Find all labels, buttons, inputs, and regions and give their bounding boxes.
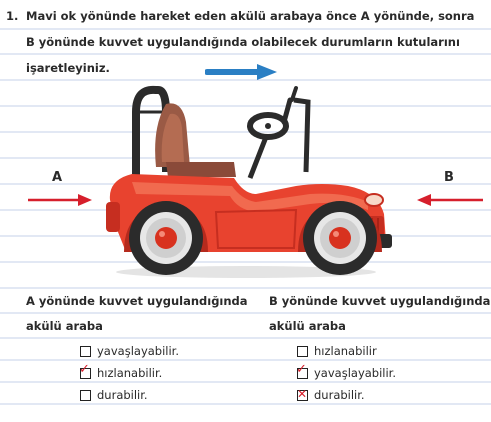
checkbox[interactable] [297, 346, 308, 357]
section-a-heading-line-1: A yönünde kuvvet uygulandığında [26, 294, 248, 308]
checkbox[interactable] [80, 390, 91, 401]
cross-mark: ✕ [297, 386, 308, 401]
option-label: hızlanabilir [314, 344, 377, 358]
question-number: 1. [6, 9, 19, 23]
question-text-line-3: işaretleyiniz. [26, 61, 110, 75]
checkbox[interactable] [297, 386, 308, 401]
force-arrow-a [26, 193, 94, 207]
option-a-slow-down[interactable] [80, 344, 179, 358]
label-a: A [52, 170, 63, 185]
motion-direction-arrow [205, 63, 279, 81]
section-b-heading-line-1: B yönünde kuvvet uygulandığında [269, 294, 491, 308]
section-a-heading-line-2: akülü araba [26, 319, 103, 333]
option-a-speed-up[interactable] [79, 361, 163, 380]
checkbox[interactable] [79, 361, 91, 379]
option-label: hızlanabilir. [97, 366, 163, 380]
label-b: B [444, 170, 454, 185]
checkbox[interactable] [296, 361, 308, 379]
option-b-slow-down[interactable] [296, 361, 397, 380]
option-b-speed-up[interactable] [297, 344, 377, 358]
section-b-heading-line-2: akülü araba [269, 319, 346, 333]
electric-toy-car-illustration [96, 82, 396, 282]
check-mark: ✓ [79, 361, 90, 377]
option-b-stop[interactable] [297, 388, 365, 402]
question-text-line-2: B yönünde kuvvet uygulandığında olabilecek durumların kutularını [26, 35, 460, 49]
option-a-stop[interactable] [80, 388, 148, 402]
check-mark: ✓ [296, 361, 307, 377]
option-label: yavaşlayabilir. [97, 344, 180, 358]
option-label: durabilir. [314, 388, 365, 402]
option-label: yavaşlayabilir. [314, 366, 397, 380]
option-label: durabilir. [97, 388, 148, 402]
question-text-line-1: Mavi ok yönünde hareket eden akülü arabaya önce A yönünde, sonra [26, 9, 475, 23]
force-arrow-b [415, 193, 485, 207]
checkbox[interactable] [80, 346, 91, 357]
